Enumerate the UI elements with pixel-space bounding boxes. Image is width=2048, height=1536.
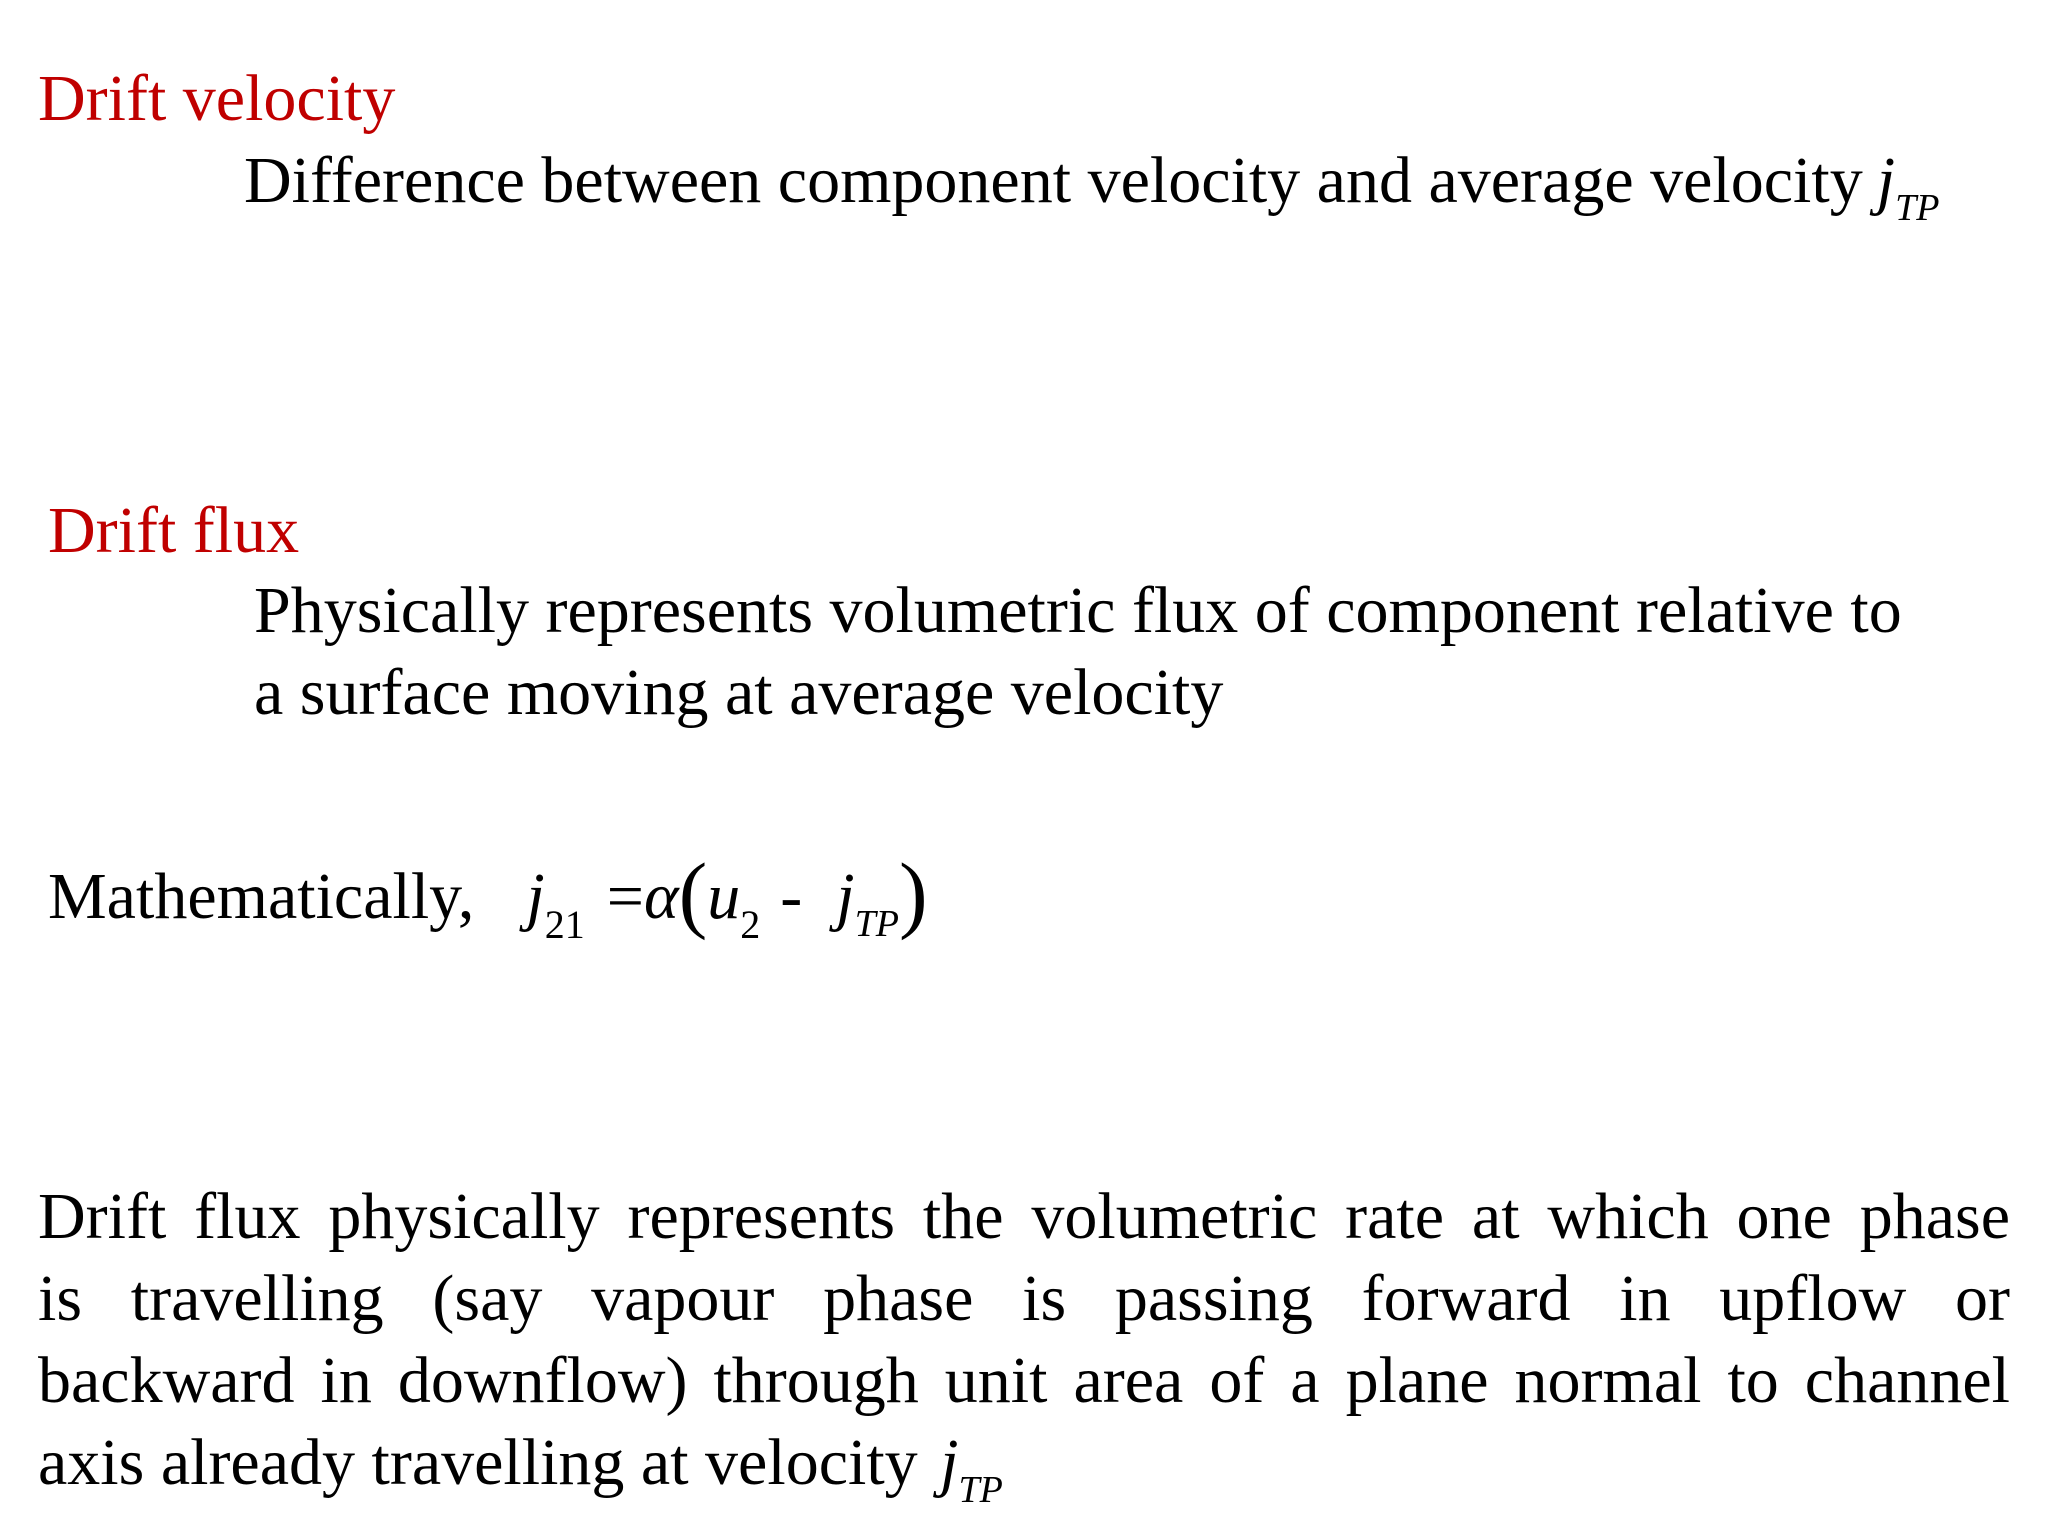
u-subscript: 2 xyxy=(740,902,761,947)
paragraph-line-last xyxy=(38,1422,2010,1511)
paragraph-line: Drift flux physically represents the volumetric rate at which one phase xyxy=(38,1180,2010,1253)
open-paren: ( xyxy=(678,845,708,941)
drift-flux-explanation xyxy=(38,1176,2010,1511)
rhs-j-symbol: j xyxy=(836,860,855,933)
tp-subscript: TP xyxy=(1895,187,1940,229)
u-symbol: u xyxy=(707,860,741,933)
drift-velocity-definition xyxy=(244,144,1940,229)
paragraph-line: is travelling (say vapour phase is passing forward in upflow or xyxy=(38,1262,2010,1335)
drift-velocity-text: Difference between component velocity and average velocity xyxy=(244,144,1863,217)
drift-flux-definition-line1: Physically represents volumetric flux of component relative to xyxy=(254,574,1902,647)
lhs-subscript: 21 xyxy=(544,902,585,947)
drift-flux-equation xyxy=(48,845,928,947)
equals-sign: = xyxy=(606,860,644,933)
equation-lead: Mathematically, xyxy=(48,860,475,933)
paragraph-line: backward in downflow) through unit area of a plane normal to channel xyxy=(38,1344,2010,1417)
close-paren: ) xyxy=(898,845,928,941)
rhs-subscript: TP xyxy=(854,903,899,945)
drift-velocity-heading: Drift velocity xyxy=(38,62,396,135)
lhs-j-symbol: j xyxy=(526,860,545,933)
tp-subscript: TP xyxy=(958,1469,1003,1511)
minus-sign: - xyxy=(780,860,803,933)
alpha-symbol: α xyxy=(643,860,679,933)
drift-flux-heading: Drift flux xyxy=(48,494,300,567)
j-symbol: j xyxy=(940,1426,959,1499)
paragraph-line-text: axis already travelling at velocity xyxy=(38,1426,935,1499)
j-symbol: j xyxy=(1876,144,1896,217)
drift-flux-definition-line2: a surface moving at average velocity xyxy=(254,656,1224,729)
